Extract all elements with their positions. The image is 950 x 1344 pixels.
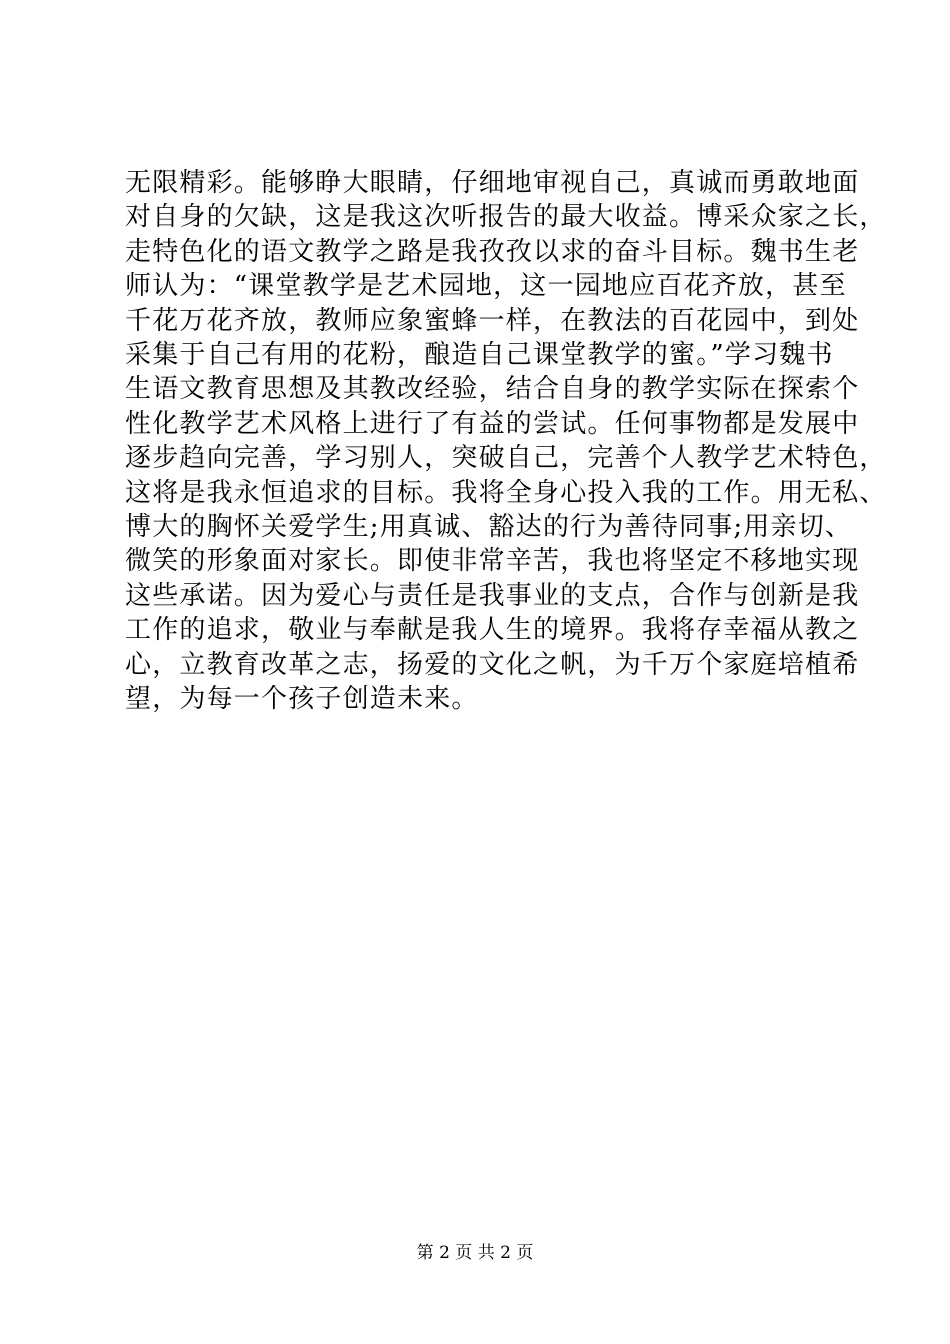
body-line: 无限精彩。能够睁大眼睛，仔细地审视自己，真诚而勇敢地面 xyxy=(125,168,860,198)
body-line: 逐步趋向完善，学习别人，突破自己，完善个人教学艺术特色， xyxy=(125,443,887,474)
body-line: 走特色化的语文教学之路是我孜孜以求的奋斗目标。魏书生老 xyxy=(125,236,860,267)
body-line: 微笑的形象面对家长。即使非常辛苦，我也将坚定不移地实现 xyxy=(125,546,860,577)
body-line: 千花万花齐放，教师应象蜜蜂一样，在教法的百花园中，到处 xyxy=(125,305,860,336)
document-body xyxy=(125,166,887,717)
body-line: 师认为：“课堂教学是艺术园地，这一园地应百花齐放，甚至 xyxy=(125,271,847,302)
body-line: 性化教学艺术风格上进行了有益的尝试。任何事物都是发展中 xyxy=(125,408,860,439)
body-line: 生语文教育思想及其教改经验，结合自身的教学实际在探索个 xyxy=(125,374,860,405)
body-line: 望，为每一个孩子创造未来。 xyxy=(125,684,479,715)
body-line: 采集于自己有用的花粉，酿造自己课堂教学的蜜。”学习魏书 xyxy=(125,340,834,371)
body-line: 博大的胸怀关爱学生;用真诚、豁达的行为善待同事;用亲切、 xyxy=(125,512,853,543)
body-line: 这些承诺。因为爱心与责任是我事业的支点，合作与创新是我 xyxy=(125,580,860,611)
body-line: 对自身的欠缺，这是我这次听报告的最大收益。博采众家之长， xyxy=(125,202,887,233)
body-line: 心，立教育改革之志，扬爱的文化之帆，为千万个家庭培植希 xyxy=(125,649,860,680)
body-line: 这将是我永恒追求的目标。我将全身心投入我的工作。用无私、 xyxy=(125,477,887,508)
page-number-footer: 第 2 页 共 2 页 xyxy=(416,1243,534,1263)
body-line: 工作的追求，敬业与奉献是我人生的境界。我将存幸福从教之 xyxy=(125,615,860,646)
